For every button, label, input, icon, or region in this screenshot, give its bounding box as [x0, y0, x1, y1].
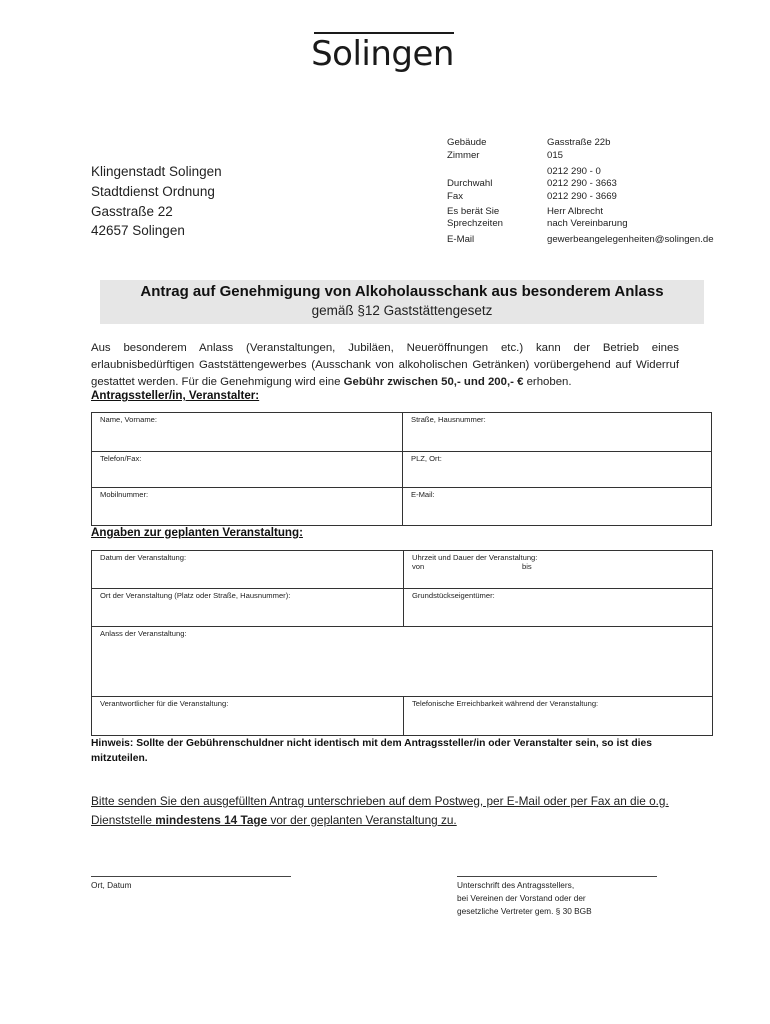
- contact-label: Gebäude: [447, 137, 487, 148]
- signature-caption-line: gesetzliche Vertreter gem. § 30 BGB: [457, 906, 592, 917]
- solingen-logo: [300, 28, 465, 90]
- phone-field[interactable]: [92, 452, 403, 488]
- reachability-field[interactable]: [404, 697, 713, 736]
- contact-label: Durchwahl: [447, 178, 493, 189]
- form-title-box: [100, 280, 704, 324]
- time-label: Uhrzeit und Dauer der Veranstaltung:: [412, 553, 538, 562]
- owner-field[interactable]: [404, 589, 713, 627]
- mobile-label: Mobilnummer:: [100, 490, 149, 499]
- send-text: Bitte senden Sie den ausgefüllten Antrag unterschrieben auf dem Postweg, per E-Mail oder per Fax an die o.g. Dienststelle: [91, 794, 669, 827]
- contact-value: Herr Albrecht: [547, 206, 603, 217]
- to-label: bis: [522, 562, 532, 571]
- name-field[interactable]: [92, 413, 403, 452]
- event-heading: Angaben zur geplanten Veranstaltung:: [91, 526, 303, 539]
- form-subtitle: gemäß §12 Gaststättengesetz: [311, 303, 493, 318]
- applicant-table: [91, 412, 712, 526]
- place-date-line[interactable]: [91, 876, 291, 877]
- responsible-label: Verantwortlicher für die Veranstaltung:: [100, 699, 229, 708]
- name-label: Name, Vorname:: [100, 415, 157, 424]
- submission-instructions: [91, 792, 691, 830]
- fee-range: Gebühr zwischen 50,- und 200,- €: [343, 376, 524, 388]
- intro-tail: erhoben.: [523, 376, 572, 388]
- contact-value: 0212 290 - 0: [547, 166, 601, 177]
- signature-line[interactable]: [457, 876, 657, 877]
- intro-text: Aus besonderem Anlass (Veranstaltungen, Jubiläen, Neueröffnungen etc.) kann der Betrieb eines erlaubnisbedürftigen Gaststättengewerbes (Ausschank von alkoholischen Getränken) vorübergehend auf Widerruf gestattet werden. Für die Genehmigung wird eine: [91, 342, 679, 388]
- city-field[interactable]: [403, 452, 712, 488]
- occasion-field[interactable]: [92, 627, 713, 697]
- place-date-label: Ort, Datum: [91, 880, 132, 890]
- event-table: [91, 550, 713, 736]
- contact-value: Gasstraße 22b: [547, 137, 611, 148]
- applicant-heading: Antragssteller/in, Veranstalter:: [91, 389, 260, 402]
- contact-value: 0212 290 - 3663: [547, 178, 617, 189]
- time-range: [412, 562, 704, 572]
- responsible-field[interactable]: [92, 697, 404, 736]
- contact-value: 015: [547, 150, 564, 161]
- signature-caption: [457, 879, 592, 919]
- logo-text: Solingen: [311, 34, 454, 74]
- address-line: Stadtdienst Ordnung: [91, 183, 215, 199]
- owner-label: Grundstückseigentümer:: [412, 591, 495, 600]
- contact-value: nach Vereinbarung: [547, 218, 628, 229]
- date-label: Datum der Veranstaltung:: [100, 553, 187, 562]
- time-field[interactable]: [404, 551, 713, 589]
- street-label: Straße, Hausnummer:: [411, 415, 486, 424]
- street-field[interactable]: [403, 413, 712, 452]
- intro-paragraph: [91, 340, 679, 391]
- signature-caption-line: bei Vereinen der Vorstand oder der: [457, 893, 586, 904]
- address-line: 42657 Solingen: [91, 223, 185, 239]
- place-label: Ort der Veranstaltung (Platz oder Straße, Hausnummer):: [100, 591, 291, 600]
- contact-label: E-Mail: [447, 234, 475, 245]
- contact-label: Es berät Sie: [447, 206, 500, 217]
- from-label: von: [412, 562, 425, 571]
- email-label: E-Mail:: [411, 490, 435, 499]
- address-line: Gasstraße 22: [91, 203, 173, 219]
- email-field[interactable]: [403, 488, 712, 526]
- mobile-field[interactable]: [92, 488, 403, 526]
- contact-label: Sprechzeiten: [447, 218, 503, 229]
- city-label: PLZ, Ort:: [411, 454, 442, 463]
- recipient-address: [91, 162, 222, 241]
- date-field[interactable]: [92, 551, 404, 589]
- deadline: mindestens 14 Tage: [155, 813, 268, 827]
- fee-debtor-hint: Hinweis: Sollte der Gebührenschuldner nicht identisch mit dem Antragssteller/in oder Veranstalter sein, so ist dies mitzuteilen.: [91, 738, 652, 764]
- contact-label: Fax: [447, 191, 463, 202]
- address-line: Klingenstadt Solingen: [91, 164, 222, 179]
- phone-label: Telefon/Fax:: [100, 454, 142, 463]
- occasion-label: Anlass der Veranstaltung:: [100, 629, 187, 638]
- contact-value: gewerbeangelegenheiten@solingen.de: [547, 234, 714, 245]
- reachability-label: Telefonische Erreichbarkeit während der Veranstaltung:: [412, 699, 599, 708]
- send-tail: vor der geplanten Veranstaltung zu.: [267, 813, 457, 827]
- form-title: Antrag auf Genehmigung von Alkoholausschank aus besonderem Anlass: [140, 283, 664, 300]
- place-field[interactable]: [92, 589, 404, 627]
- contact-label: Zimmer: [447, 150, 480, 161]
- contact-value: 0212 290 - 3669: [547, 191, 617, 202]
- signature-caption-line: Unterschrift des Antragsstellers,: [457, 880, 575, 890]
